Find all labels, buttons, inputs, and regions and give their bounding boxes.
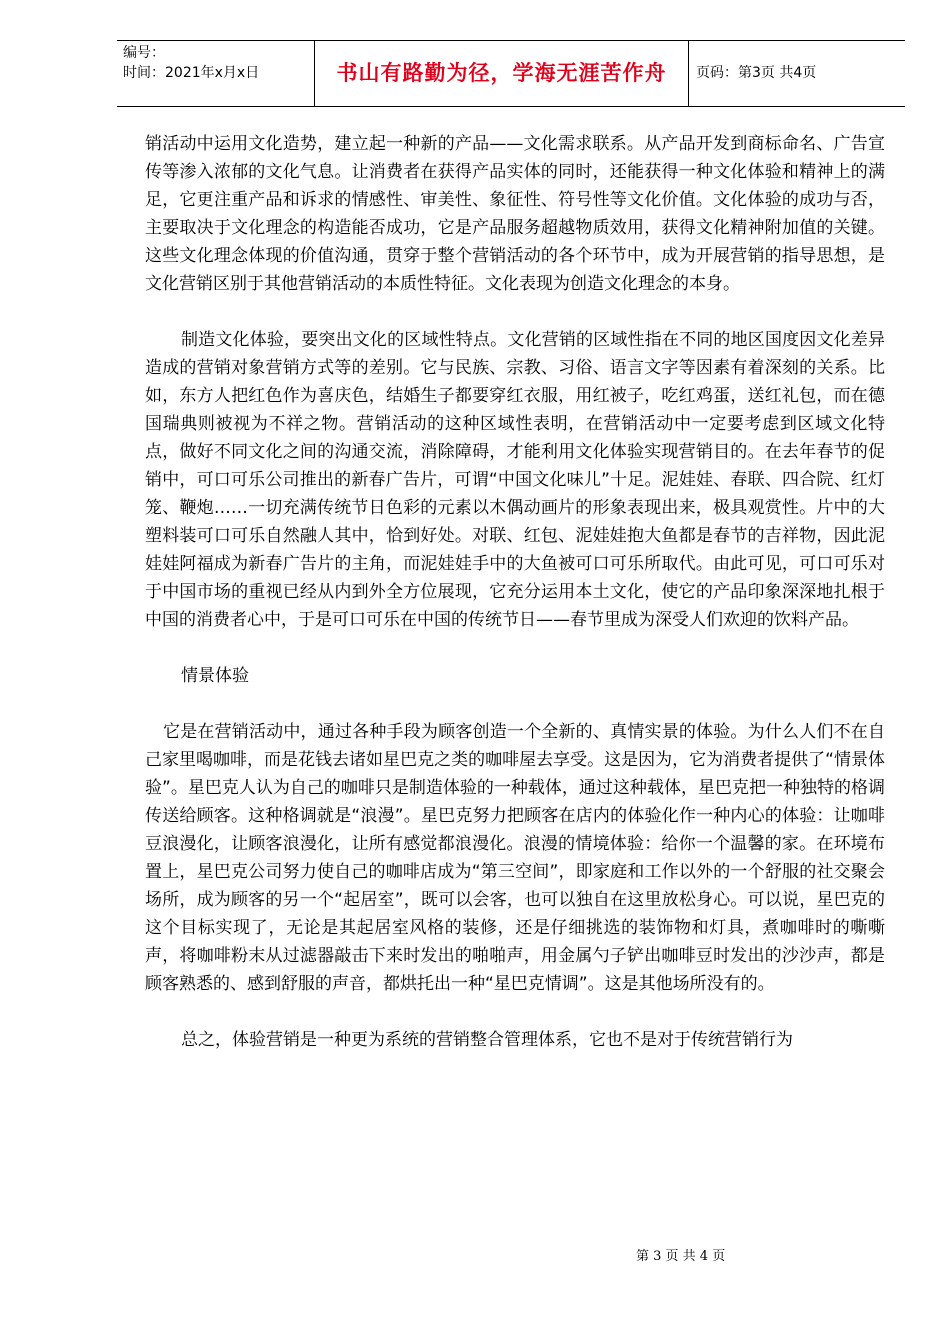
document-time-label: 时间：2021年x月x日 (123, 65, 260, 81)
paragraph-starbucks: 它是在营销活动中，通过各种手段为顾客创造一个全新的、真情实景的体验。为什么人们不在自己家里喝咖啡，而是花钱去诸如星巴克之类的咖啡屋去享受。这是因为，它为消费者提供了“情景体验”。星巴克人认为自己的咖啡只是制造体验的一种载体，通过这种载体，星巴克把一种独特的格调传送给顾客。这种格调就是“浪漫”。星巴克努力把顾客在店内的体验化作一种内心的体验：让咖啡豆浪漫化，让顾客浪漫化，让所有感觉都浪漫化。浪漫的情境体验：给你一个温馨的家。在环境布置上，星巴克公司努力使自己的咖啡店成为“第三空间”，即家庭和工作以外的一个舒服的社交聚会场所，成为顾客的另一个“起居室”，既可以会客，也可以独自在这里放松身心。可以说，星巴克的这个目标实现了，无论是其起居室风格的装修，还是仔细挑选的装饰物和灯具，煮咖啡时的嘶嘶声，将咖啡粉末从过滤器敲击下来时发出的啪啪声，用金属勺子铲出咖啡豆时发出的沙沙声，都是顾客熟悉的、感到舒服的声音，都烘托出一种“星巴克情调”。这是其他场所没有的。 (145, 722, 885, 994)
section-heading-scene-experience: 情景体验 (181, 666, 249, 686)
document-number-label: 编号： (123, 45, 165, 61)
paragraph-culture-concept: 销活动中运用文化造势，建立起一种新的产品——文化需求联系。从产品开发到商标命名、广告宣传等渗入浓郁的文化气息。让消费者在获得产品实体的同时，还能获得一种文化体验和精神上的满足，它更注重产品和诉求的情感性、审美性、象征性、符号性等文化价值。文化体验的成功与否，主要取决于文化理念的构造能否成功，它是产品服务超越物质效用，获得文化精神附加值的关键。这些文化理念体现的价值沟通，贯穿于整个营销活动的各个环节中，成为开展营销的指导思想，是文化营销区别于其他营销活动的本质性特征。文化表现为创造文化理念的本身。 (145, 134, 885, 294)
page-header (117, 40, 905, 107)
header-page-label: 页码：第3页 共4页 (696, 64, 817, 81)
header-motto: 书山有路勤为径，学海无涯苦作舟 (315, 41, 689, 106)
paragraph-regional-culture: 制造文化体验，要突出文化的区域性特点。文化营销的区域性指在不同的地区国度因文化差异造成的营销对象营销方式等的差别。它与民族、宗教、习俗、语言文字等因素有着深刻的关系。比如，东方人把红色作为喜庆色，结婚生子都要穿红衣服，用红被子，吃红鸡蛋，送红礼包，而在德国瑞典则被视为不祥之物。营销活动的这种区域性表明，在营销活动中一定要考虑到区域文化特点，做好不同文化之间的沟通交流，消除障碍，才能利用文化体验实现营销目的。在去年春节的促销中，可口可乐公司推出的新春广告片，可谓“中国文化味儿”十足。泥娃娃、春联、四合院、红灯笼、鞭炮……一切充满传统节日色彩的元素以木偶动画片的形象表现出来，极具观赏性。片中的大塑料装可口可乐自然融人其中，恰到好处。对联、红包、泥娃娃抱大鱼都是春节的吉祥物，因此泥娃娃阿福成为新春广告片的主角，而泥娃娃手中的大鱼被可口可乐所取代。由此可见，可口可乐对于中国市场的重视已经从内到外全方位展现，它充分运用本土文化，使它的产品印象深深地扎根于中国的消费者心中，于是可口可乐在中国的传统节日——春节里成为深受人们欢迎的饮料产品。 (145, 330, 885, 630)
page-footer: 第 3 页 共 4 页 (636, 1249, 726, 1264)
document-body (145, 130, 885, 1082)
header-meta (117, 41, 315, 106)
paragraph-conclusion: 总之，体验营销是一种更为系统的营销整合管理体系，它也不是对于传统营销行为 (181, 1030, 793, 1050)
